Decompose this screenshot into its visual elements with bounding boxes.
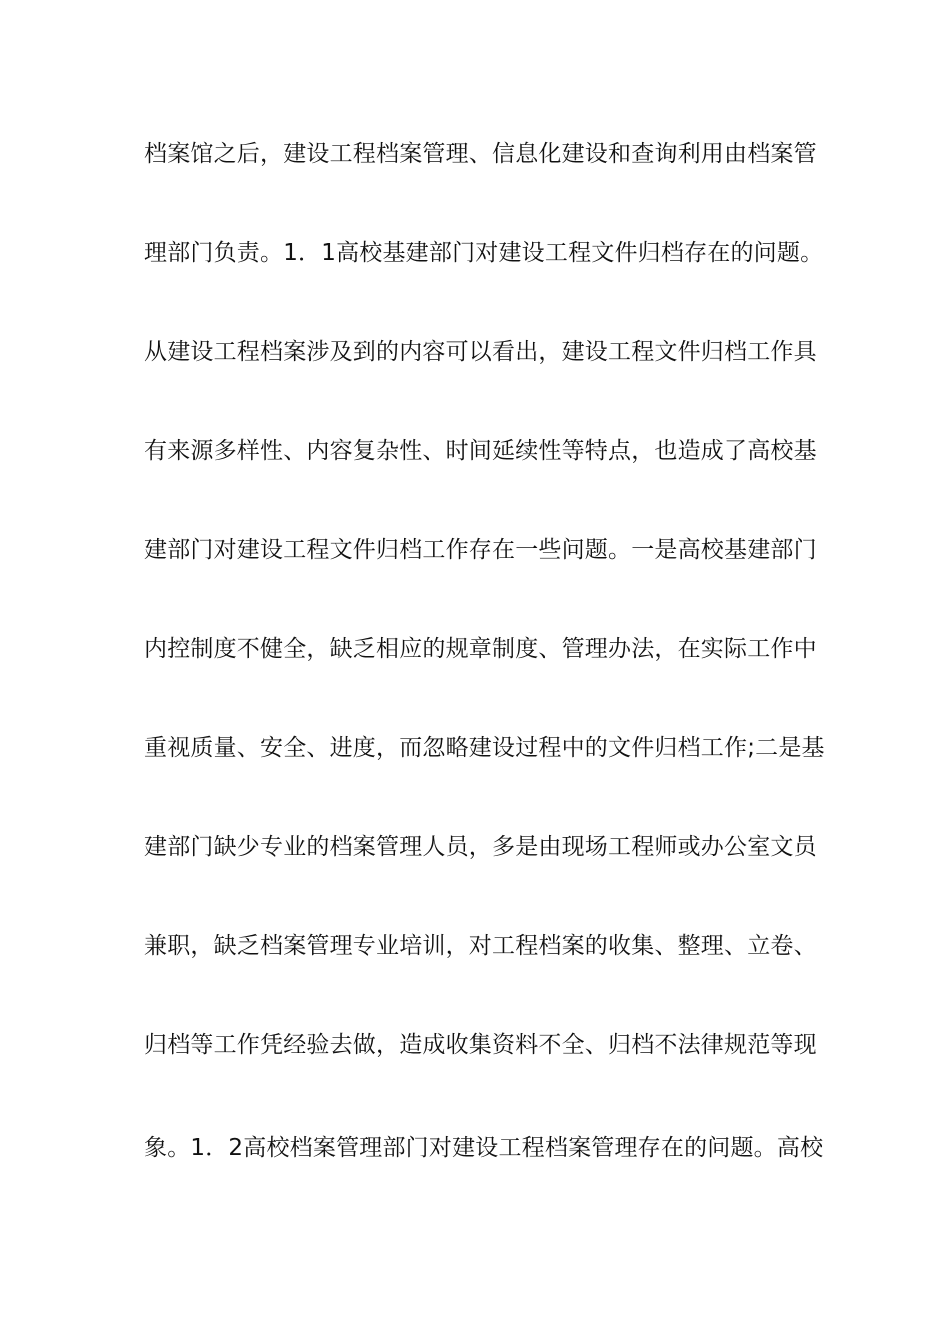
text-line: 理部门负责。1．1高校基建部门对建设工程文件归档存在的问题。 [144,240,824,266]
text-line: 兼职，缺乏档案管理专业培训，对工程档案的收集、整理、立卷、 [144,933,817,959]
text-line: 从建设工程档案涉及到的内容可以看出，建设工程文件归档工作具 [144,339,817,365]
text-line: 有来源多样性、内容复杂性、时间延续性等特点，也造成了高校基 [144,438,817,464]
text-line: 重视质量、安全、进度，而忽略建设过程中的文件归档工作;二是基 [144,735,825,761]
text-line: 建部门缺少专业的档案管理人员，多是由现场工程师或办公室文员 [144,834,817,860]
text-line: 档案馆之后，建设工程档案管理、信息化建设和查询利用由档案管 [144,141,817,167]
text-line: 建部门对建设工程文件归档工作存在一些问题。一是高校基建部门 [144,537,817,563]
text-line: 象。1．2高校档案管理部门对建设工程档案管理存在的问题。高校 [144,1135,824,1161]
text-line: 内控制度不健全，缺乏相应的规章制度、管理办法，在实际工作中 [144,636,817,662]
text-line: 归档等工作凭经验去做，造成收集资料不全、归档不法律规范等现 [144,1032,817,1058]
